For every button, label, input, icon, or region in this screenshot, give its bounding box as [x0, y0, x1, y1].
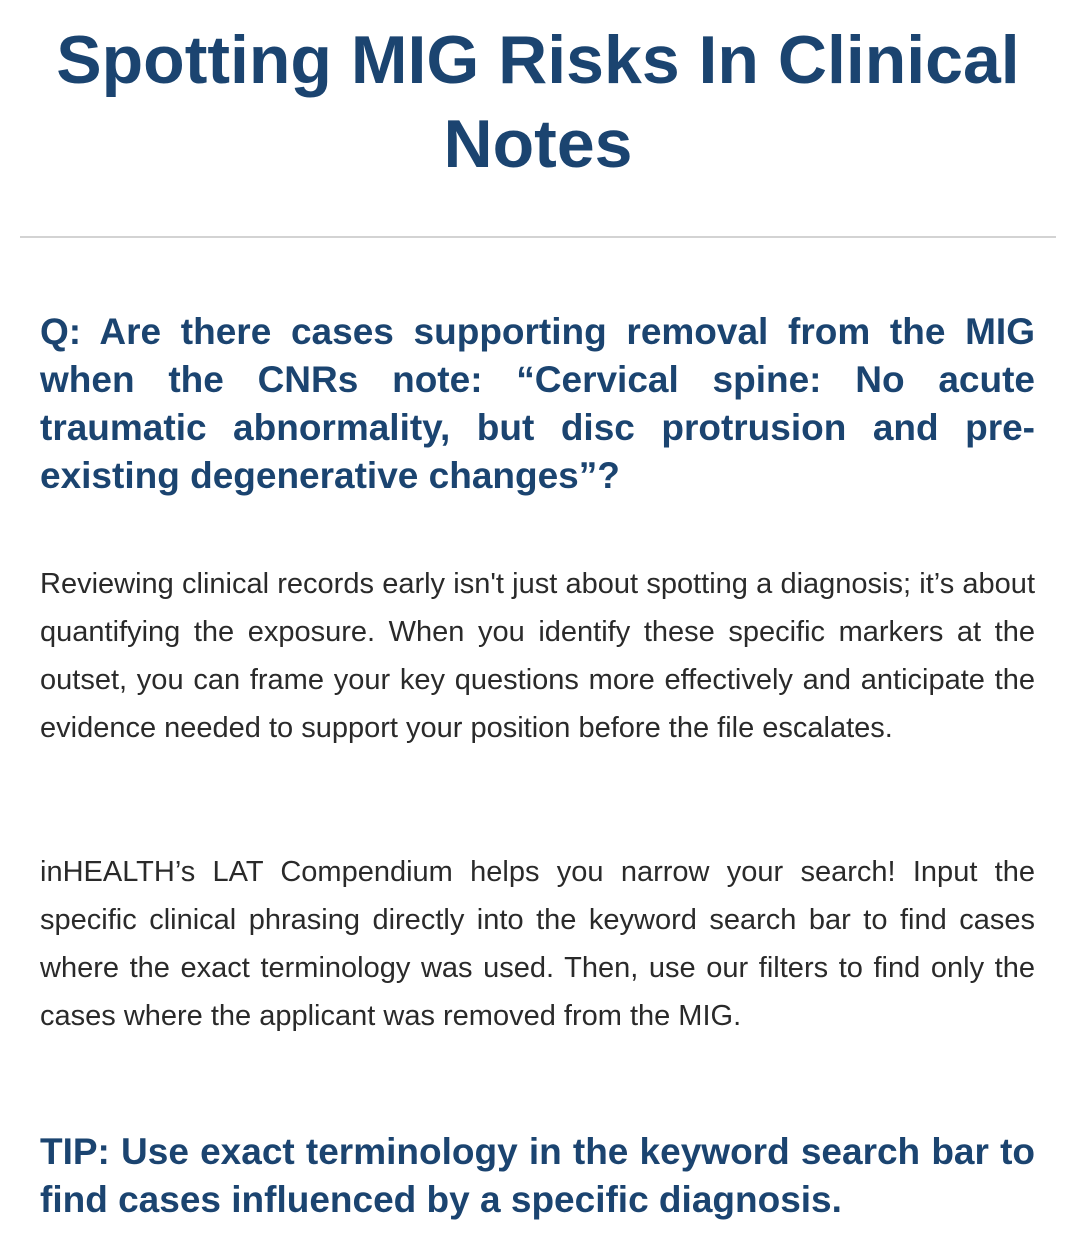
tip-heading: TIP: Use exact terminology in the keyword search bar to find cases influenced by a specific diagnosis.	[40, 1131, 1035, 1220]
body-paragraph-1: Reviewing clinical records early isn't just about spotting a diagnosis; it’s about quantifying the exposure. When you identify these specific markers at the outset, you can frame your key questions more effectively and anticipate the evidence needed to support your position before the file escalates.	[40, 568, 1035, 744]
title-divider	[20, 236, 1056, 238]
body-paragraph-2: inHEALTH’s LAT Compendium helps you narrow your search! Input the specific clinical phrasing directly into the keyword search bar to find cases where the exact terminology was used. Then, use our filters to find only the cases where the applicant was removed from the MIG.	[40, 856, 1035, 1032]
question-heading: Q: Are there cases supporting removal from the MIG when the CNRs note: “Cervical spine: No acute traumatic abnormality, but disc protrusion and pre-existing degenerative changes”?	[40, 311, 1035, 496]
page-title: Spotting MIG Risks In Clinical Notes	[56, 22, 1020, 182]
